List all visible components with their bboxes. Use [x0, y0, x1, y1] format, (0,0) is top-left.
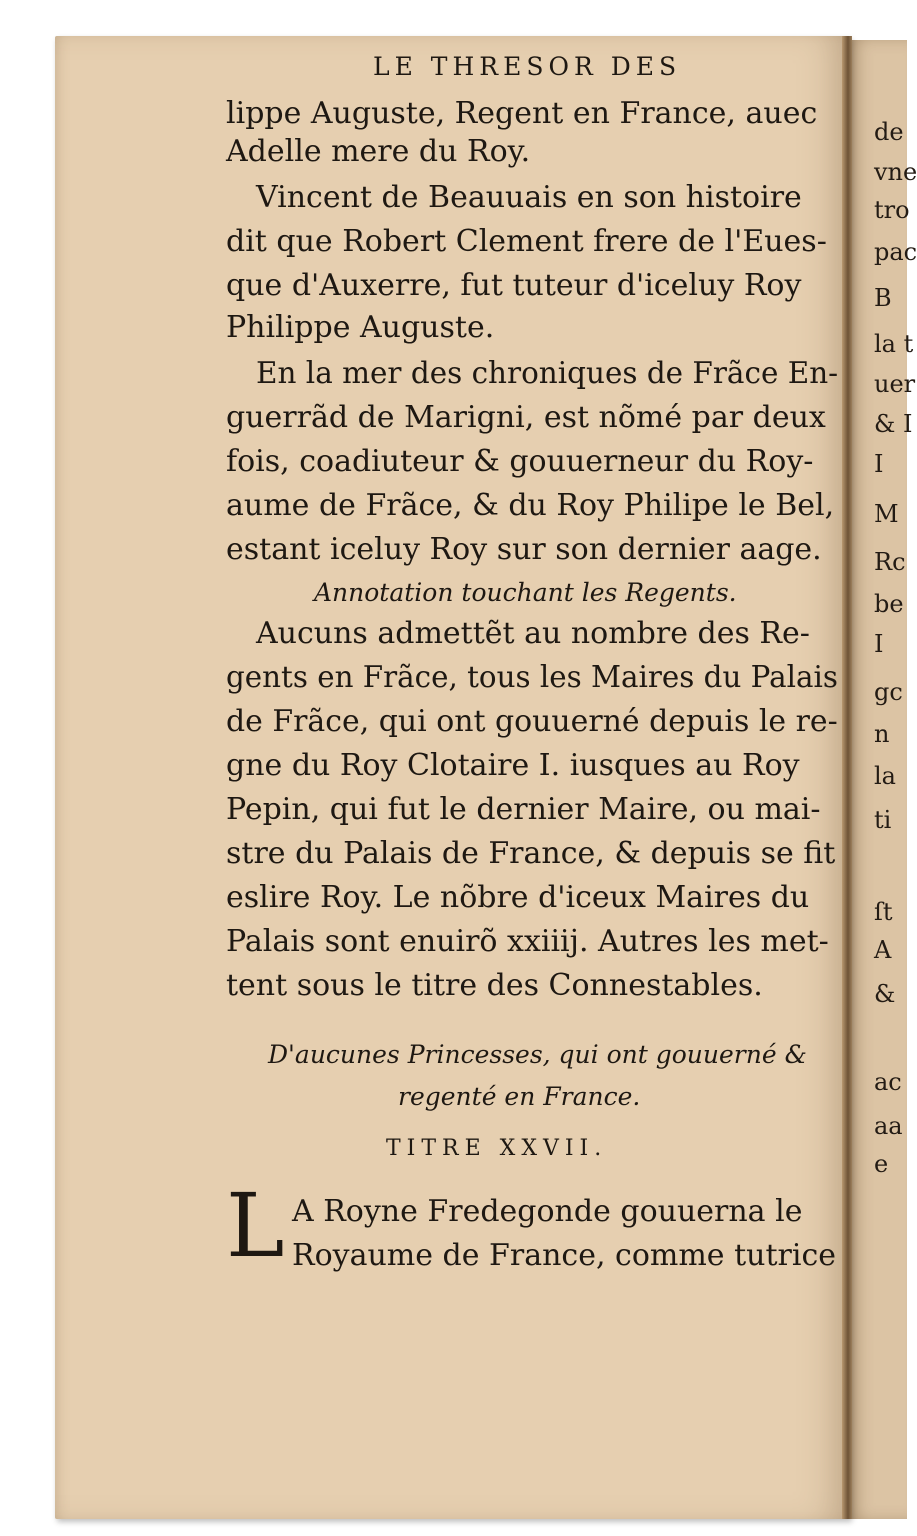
drop-cap: L — [226, 1174, 285, 1277]
facing-page-fragment: A — [874, 936, 892, 964]
facing-page-fragment: pac — [874, 238, 917, 266]
facing-page-fragment: tro — [874, 196, 910, 224]
text-line: A Royne Fredegonde gouuerna le — [292, 1194, 803, 1229]
text-line: lippe Auguste, Regent en France, auec — [226, 96, 818, 131]
facing-page-fragment: B — [874, 284, 892, 312]
annotation-heading: Annotation touchant les Regents. — [314, 578, 737, 607]
facing-page-fragment: I — [874, 630, 884, 658]
facing-page-fragment: Rc — [874, 548, 906, 576]
section-heading-line: regenté en France. — [398, 1082, 641, 1111]
facing-page-fragment: ac — [874, 1068, 902, 1096]
running-title: LE THRESOR DES — [373, 52, 682, 81]
facing-page-fragment: be — [874, 590, 904, 618]
text-line: aume de Frãce, & du Roy Philipe le Bel, — [226, 488, 835, 523]
facing-page-fragment: & — [874, 980, 896, 1008]
facing-page-fragments — [848, 40, 917, 1519]
text-line: de Frãce, qui ont gouuerné depuis le re- — [226, 704, 838, 739]
facing-page-fragment: de — [874, 118, 904, 146]
text-line: Philippe Auguste. — [226, 310, 495, 345]
text-line: dit que Robert Clement frere de l'Eues- — [226, 224, 827, 259]
text-line: Vincent de Beauuais en son histoire — [256, 180, 802, 215]
facing-page-fragment: la — [874, 762, 896, 790]
gutter — [842, 36, 852, 1519]
section-heading-line: D'aucunes Princesses, qui ont gouuerné & — [268, 1040, 807, 1069]
text-line: Pepin, qui fut le dernier Maire, ou mai- — [226, 792, 821, 827]
text-line: Palais sont enuirõ xxiiij. Autres les met- — [226, 924, 829, 959]
text-line: Adelle mere du Roy. — [226, 134, 531, 169]
facing-page-fragment: la t — [874, 330, 914, 358]
text-line: guerrãd de Marigni, est nõmé par deux — [226, 400, 826, 435]
facing-page-fragment: I — [874, 450, 884, 478]
facing-page-fragment: aa — [874, 1112, 903, 1140]
facing-page-fragment: e — [874, 1150, 889, 1178]
text-line: gne du Roy Clotaire I. iusques au Roy — [226, 748, 800, 783]
text-line: En la mer des chroniques de Frãce En- — [256, 356, 839, 391]
title-number: TITRE XXVII. — [386, 1136, 608, 1161]
facing-page-fragment: uer — [874, 370, 916, 398]
text-line: Aucuns admettẽt au nombre des Re- — [256, 616, 810, 651]
text-line: fois, coadiuteur & gouuerneur du Roy- — [226, 444, 814, 479]
facing-page-fragment: M — [874, 500, 899, 528]
facing-page — [848, 40, 917, 1519]
text-line: eslire Roy. Le nõbre d'iceux Maires du — [226, 880, 810, 915]
facing-page-fragment: gc — [874, 678, 903, 706]
text-line: estant iceluy Roy sur son dernier aage. — [226, 532, 822, 567]
text-line: que d'Auxerre, fut tuteur d'iceluy Roy — [226, 268, 802, 303]
facing-page-fragment: vne — [874, 158, 917, 186]
text-line: tent sous le titre des Connestables. — [226, 968, 763, 1003]
facing-page-fragment: n — [874, 720, 890, 748]
facing-page-fragment: ti — [874, 806, 892, 834]
text-line: stre du Palais de France, & depuis se fit — [226, 836, 836, 871]
facing-page-fragment: & I — [874, 410, 913, 438]
text-line: Royaume de France, comme tutrice — [292, 1238, 836, 1273]
text-line: gents en Frãce, tous les Maires du Palais — [226, 660, 838, 695]
facing-page-fragment: ſt — [874, 898, 893, 926]
